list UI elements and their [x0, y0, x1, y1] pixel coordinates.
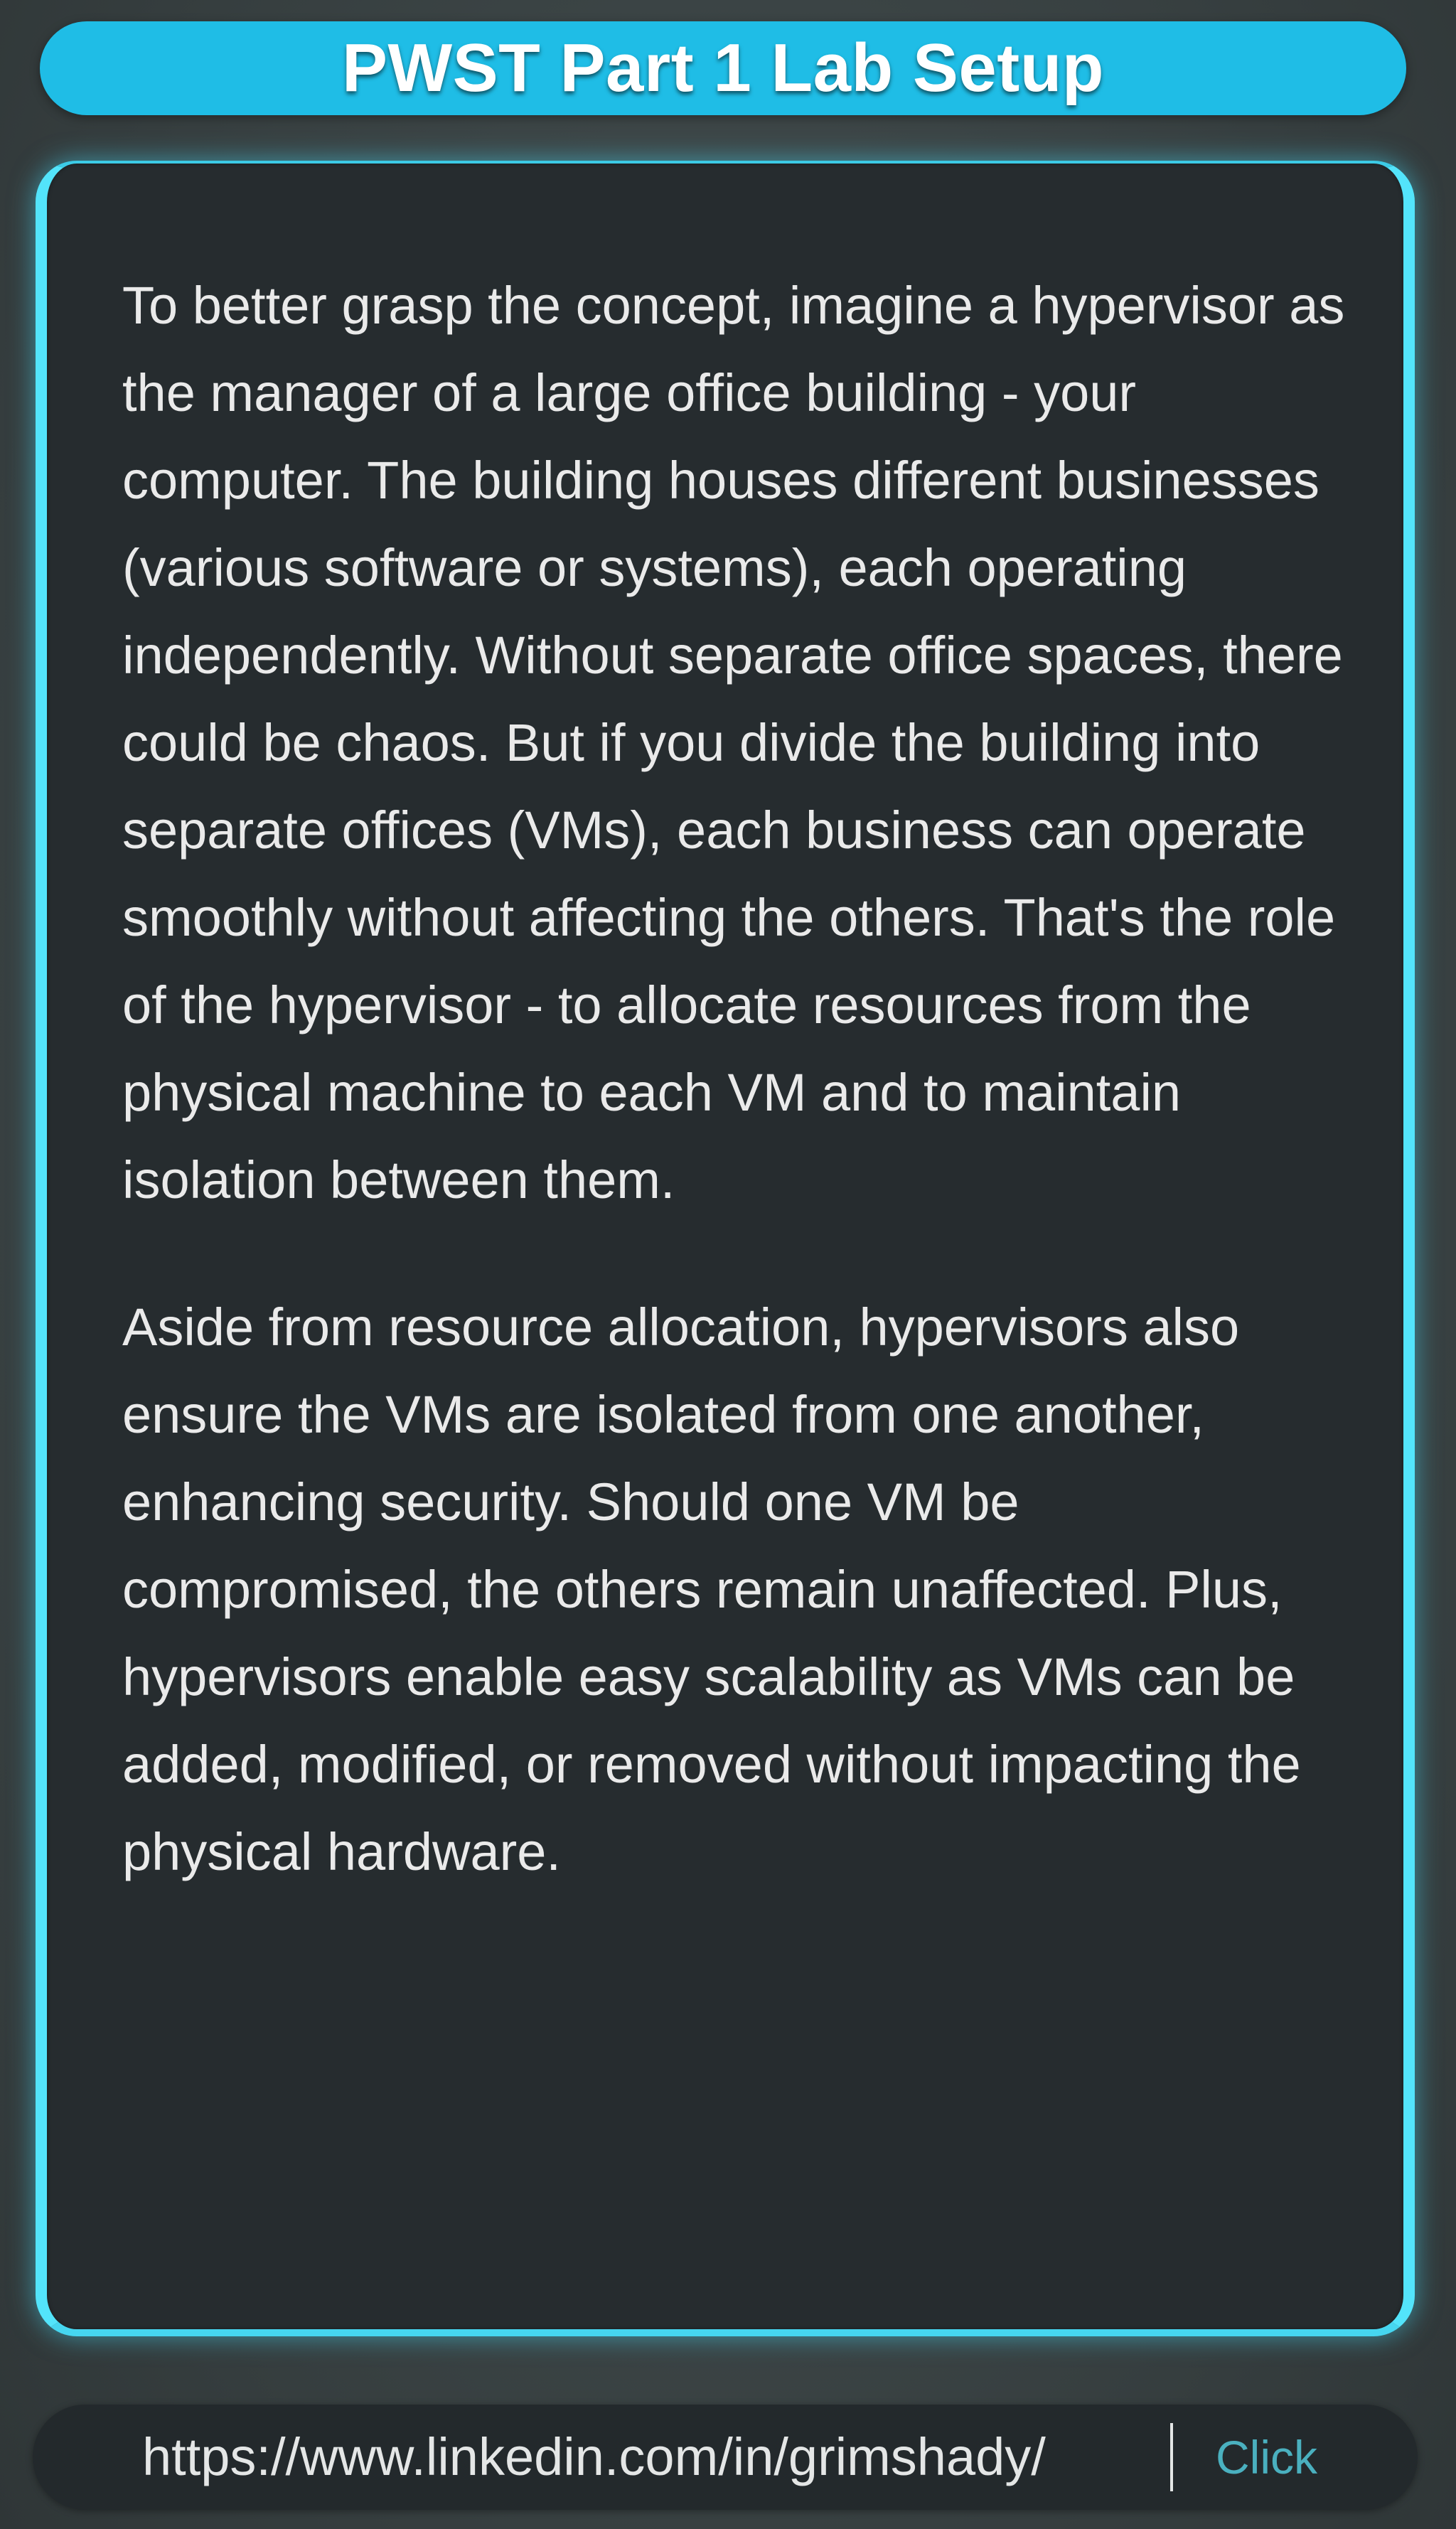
content-card — [36, 161, 1415, 2336]
link-bar[interactable] — [33, 2405, 1418, 2510]
profile-url[interactable]: https://www.linkedin.com/in/grimshady/ — [142, 2427, 1046, 2486]
content-body — [122, 262, 1345, 1896]
title-banner — [40, 21, 1406, 115]
page-title: PWST Part 1 Lab Setup — [342, 30, 1104, 106]
paragraph-hypervisor-analogy: To better grasp the concept, imagine a hypervisor as the manager of a large office building - your computer. The building houses different businesses (various software or systems), each operating independently. Without separate office spaces, there could be chaos. But if you divide the building into separate offices (VMs), each business can operate smoothly without affecting the others. That's the role of the hypervisor - to allocate resources from the physical machine to each VM and to maintain isolation between them. — [122, 276, 1345, 1209]
paragraph-hypervisor-benefits: Aside from resource allocation, hypervisors also ensure the VMs are isolated from one another, enhancing security. Should one VM be compromised, the others remain unaffected. Plus, hypervisors enable easy scalability as VMs can be added, modified, or removed without impacting the physical hardware. — [122, 1298, 1301, 1881]
link-divider — [1170, 2423, 1173, 2491]
click-button[interactable]: Click — [1216, 2431, 1317, 2483]
